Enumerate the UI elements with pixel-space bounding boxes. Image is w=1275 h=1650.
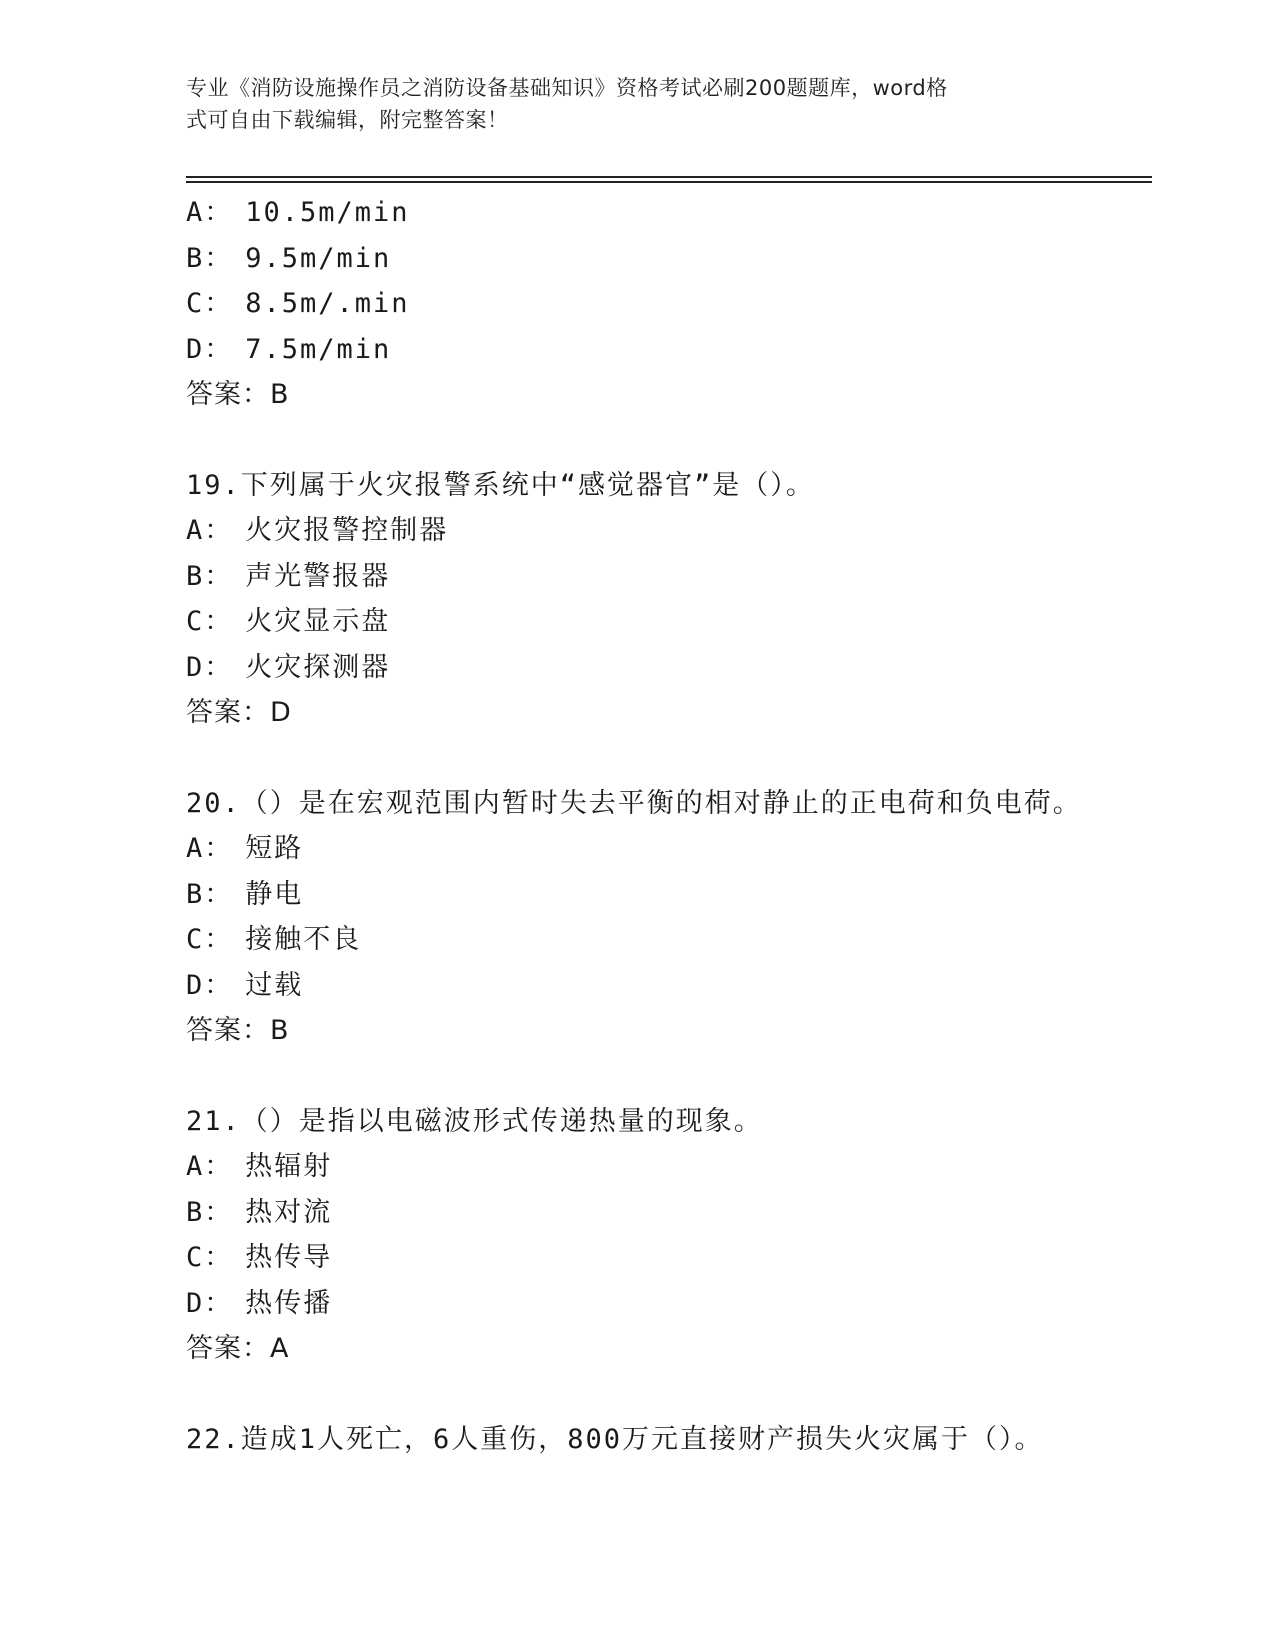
option-text: 热辐射 xyxy=(245,1151,333,1182)
option-text: 热传播 xyxy=(245,1287,333,1319)
answer-line xyxy=(186,690,1146,736)
option-letter: A xyxy=(186,515,205,546)
option-text: 10.5m/min xyxy=(245,197,410,228)
option-separator: ： xyxy=(204,560,234,592)
option-separator: ： xyxy=(204,1287,234,1319)
option-text: 热对流 xyxy=(245,1196,333,1228)
option-letter: C xyxy=(186,924,205,955)
option-text: 短路 xyxy=(245,833,304,864)
option-letter: C xyxy=(186,1242,205,1273)
question-text: 下列属于火灾报警系统中“感觉器官”是（）。 xyxy=(240,469,815,501)
option-letter: B xyxy=(186,878,205,910)
answer-value: A xyxy=(270,1333,290,1364)
option-d xyxy=(186,1281,1146,1327)
document-header xyxy=(186,72,1066,136)
option-a xyxy=(186,826,1146,872)
option-d xyxy=(186,327,1146,373)
option-text: 静电 xyxy=(245,878,304,910)
option-letter: A xyxy=(186,833,205,864)
question-number: 19. xyxy=(186,469,241,501)
question-number: 22. xyxy=(186,1423,241,1455)
question-stem xyxy=(186,781,1146,827)
question-stem xyxy=(186,1099,1146,1145)
answer-label: 答案： xyxy=(186,697,270,728)
question-text: （）是在宏观范围内暂时失去平衡的相对静止的正电荷和负电荷。 xyxy=(240,787,1082,819)
option-letter: B xyxy=(186,560,205,592)
option-c xyxy=(186,281,1146,327)
option-separator: ： xyxy=(204,197,234,228)
option-separator: ： xyxy=(204,833,234,864)
header-line-2: 式可自由下载编辑，附完整答案！ xyxy=(186,108,509,132)
option-letter: C xyxy=(186,606,205,637)
option-c xyxy=(186,917,1146,963)
option-c xyxy=(186,599,1146,645)
option-separator: ： xyxy=(204,969,234,1001)
option-letter: B xyxy=(186,1196,205,1228)
question-20 xyxy=(186,781,1146,1054)
answer-line xyxy=(186,372,1146,418)
option-letter: D xyxy=(186,333,205,365)
question-18-continuation xyxy=(186,190,1146,418)
option-separator: ： xyxy=(204,878,234,910)
header-divider xyxy=(186,176,1152,183)
option-separator: ： xyxy=(204,1196,234,1228)
option-text: 过载 xyxy=(245,969,304,1001)
question-number: 21. xyxy=(186,1105,241,1137)
option-text: 7.5m/min xyxy=(245,333,392,365)
option-a xyxy=(186,190,1146,236)
answer-value: B xyxy=(270,1015,290,1046)
question-stem xyxy=(186,463,1146,509)
answer-line xyxy=(186,1326,1146,1372)
option-text: 8.5m/.min xyxy=(245,288,410,319)
answer-value: B xyxy=(270,379,290,410)
option-separator: ： xyxy=(204,651,234,683)
answer-label: 答案： xyxy=(186,1333,270,1364)
option-separator: ： xyxy=(204,1151,234,1182)
option-text: 声光警报器 xyxy=(245,560,391,592)
option-text: 9.5m/min xyxy=(245,242,392,274)
option-letter: A xyxy=(186,1151,205,1182)
option-letter: A xyxy=(186,197,205,228)
option-separator: ： xyxy=(204,606,234,637)
option-b xyxy=(186,554,1146,600)
option-separator: ： xyxy=(204,333,234,365)
question-text: （）是指以电磁波形式传递热量的现象。 xyxy=(240,1105,763,1137)
option-text: 火灾显示盘 xyxy=(245,606,391,637)
answer-line xyxy=(186,1008,1146,1054)
option-separator: ： xyxy=(204,515,234,546)
option-d xyxy=(186,645,1146,691)
option-separator: ： xyxy=(204,242,234,274)
answer-value: D xyxy=(270,697,292,728)
question-number: 20. xyxy=(186,787,241,819)
question-stem xyxy=(186,1417,1146,1463)
option-separator: ： xyxy=(204,1242,234,1273)
option-a xyxy=(186,508,1146,554)
option-letter: D xyxy=(186,969,205,1001)
option-separator: ： xyxy=(204,288,234,319)
option-letter: D xyxy=(186,651,205,683)
header-line-1: 专业《消防设施操作员之消防设备基础知识》资格考试必刷200题题库，word格 xyxy=(186,76,948,100)
option-letter: D xyxy=(186,1287,205,1319)
answer-label: 答案： xyxy=(186,379,270,410)
option-b xyxy=(186,1190,1146,1236)
option-a xyxy=(186,1144,1146,1190)
question-text: 造成1人死亡，6人重伤，800万元直接财产损失火灾属于（）。 xyxy=(240,1423,1044,1455)
option-letter: B xyxy=(186,242,205,274)
option-b xyxy=(186,236,1146,282)
question-22 xyxy=(186,1417,1146,1463)
question-content xyxy=(186,190,1146,1462)
option-letter: C xyxy=(186,288,205,319)
answer-label: 答案： xyxy=(186,1015,270,1046)
question-19 xyxy=(186,463,1146,736)
option-text: 火灾探测器 xyxy=(245,651,391,683)
option-separator: ： xyxy=(204,924,234,955)
option-text: 热传导 xyxy=(245,1242,333,1273)
question-21 xyxy=(186,1099,1146,1372)
option-d xyxy=(186,963,1146,1009)
option-text: 火灾报警控制器 xyxy=(245,515,449,546)
option-c xyxy=(186,1235,1146,1281)
option-text: 接触不良 xyxy=(245,924,362,955)
option-b xyxy=(186,872,1146,918)
